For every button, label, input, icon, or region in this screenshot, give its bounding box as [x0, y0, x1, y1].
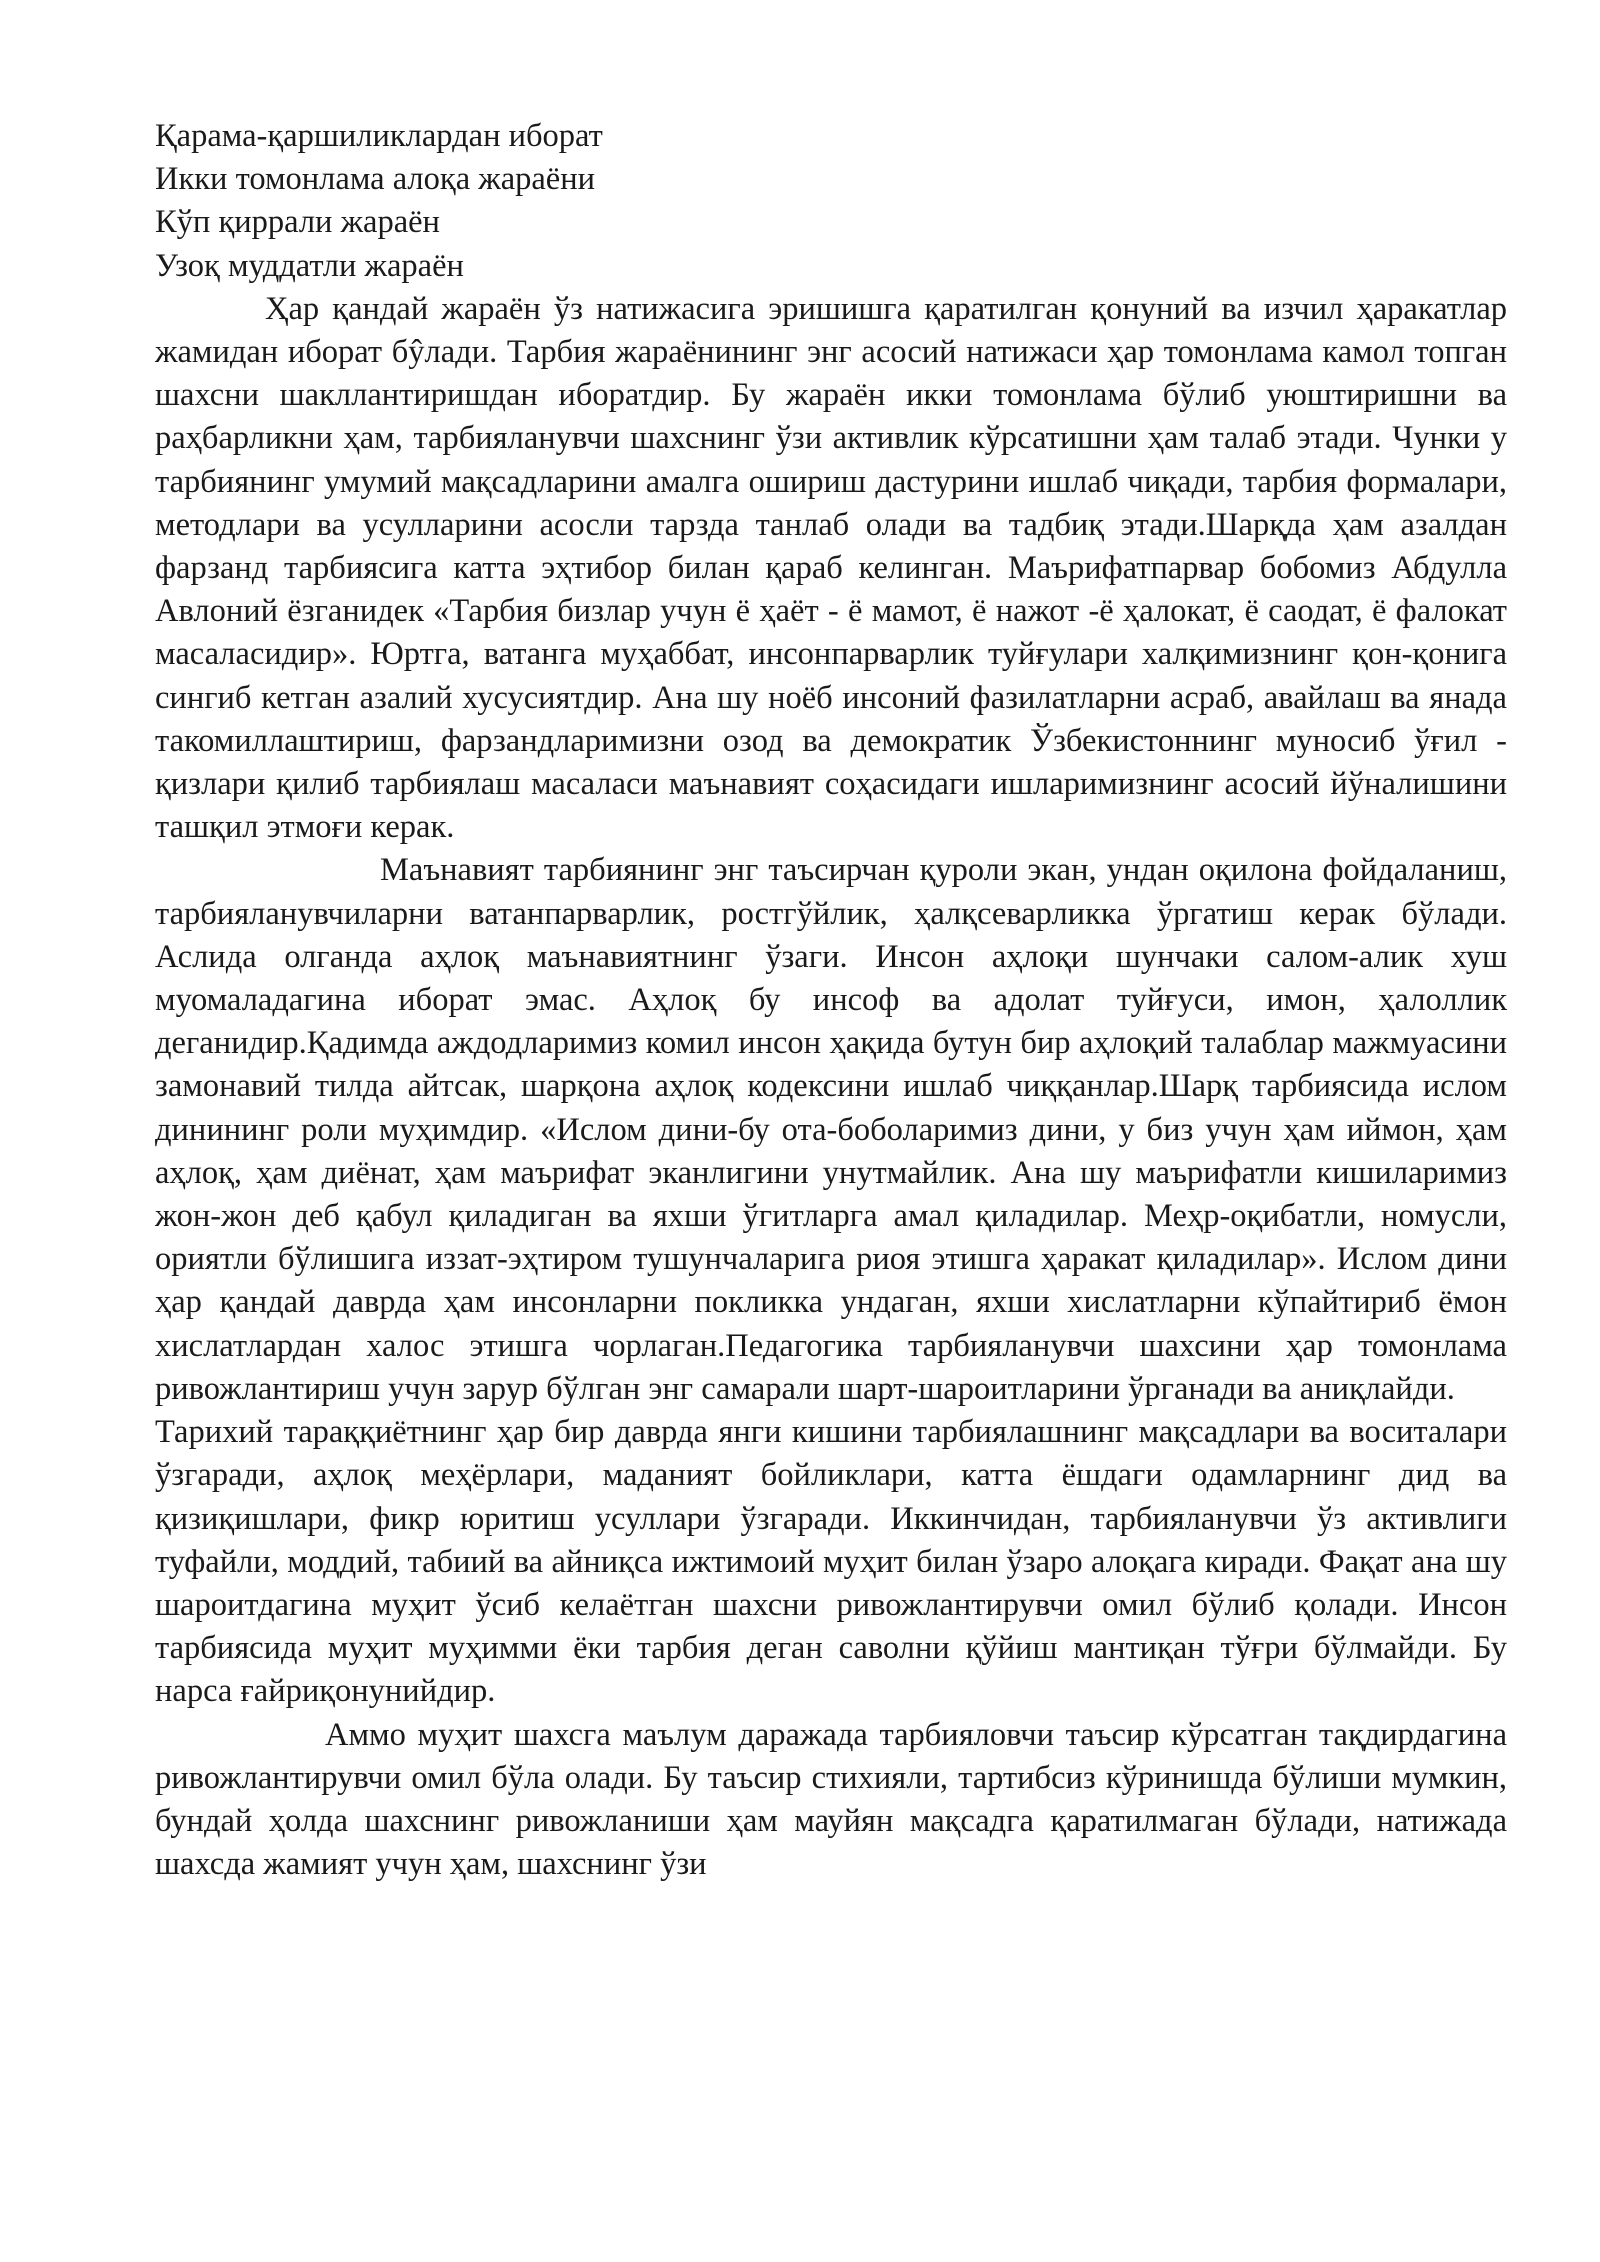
list-item: Икки томонлама алоқа жараёни: [155, 161, 596, 198]
characteristics-list: [155, 115, 1507, 288]
list-item: Қарама-қаршиликлардан иборат: [155, 118, 603, 154]
list-item: Узоқ муддатли жараён: [155, 247, 464, 284]
document-page: [155, 115, 1507, 1886]
paragraph-spirituality: Маънавият тарбиянинг энг таъсирчан қуроли экан, ундан оқилона фойдаланиш, тарбияланувчиларни ватанпарварлик, ростгўйлик, ҳалқсеварликка ўргатиш керак бўлади. Аслида олганда аҳлоқ маънавиятнинг ўзаги. Инсон аҳлоқи шунчаки салом-алик хуш муомаладагина иборат эмас. Аҳлоқ бу инсоф ва адолат туйғуси, имон, ҳалоллик деганидир.Қадимда аждодларимиз комил инсон ҳақида бутун бир аҳлоқий талаблар мажмуасини замонавий тилда айтсак, шарқона аҳлоқ кодексини ишлаб чиққанлар.Шарқ тарбиясида ислом динининг роли муҳимдир. «Ислом дини-бу ота-боболаримиз дини, у биз учун ҳам иймон, ҳам аҳлоқ, ҳам диёнат, ҳам маърифат эканлигини унутмайлик. Ана шу маърифатли кишиларимиз жон-жон деб қабул қиладиган ва яхши ўгитларга амал қиладилар. Меҳр-оқибатли, номусли, ориятли бўлишига иззат-эҳтиром тушунчаларига риоя этишга ҳаракат қиладилар». Ислом дини ҳар қандай даврда ҳам инсонларни покликка ундаган, яхши хислатларни кўпайтириб ёмон хислатлардан халос этишга чорлаган.Педагогика тарбияланувчи шахсини ҳар томонлама ривожлантириш учун зарур бўлган энг самарали шарт-шароитларини ўрганади ва аниқлайди.: [155, 852, 1507, 1407]
paragraph-environment: Аммо муҳит шахсга маълум даражада тарбияловчи таъсир кўрсатган тақдирдагина ривожлантирувчи омил бўла олади. Бу таъсир стихияли, тартибсиз кўринишда бўлиши мумкин, бундай ҳолда шахснинг ривожланиши ҳам мауйян мақсадга қаратилмаган бўлади, натижада шахсда жамият учун ҳам, шахснинг ўзи: [155, 1716, 1507, 1883]
list-item: Кўп қиррали жараён: [155, 204, 440, 241]
paragraph-process: Ҳар қандай жараён ўз натижасига эришишга қаратилган қонуний ва изчил ҳаракатлар жамидан иборат бŷлади. Тарбия жараёнининг энг асосий натижаси ҳар томонлама камол топган шахсни шакллантиришдан иборатдир. Бу жараён икки томонлама бўлиб уюштиришни ва раҳбарликни ҳам, тарбияланувчи шахснинг ўзи активлик кўрсатишни ҳам талаб этади. Чунки у тарбиянинг умумий мақсадларини амалга ошириш дастурини ишлаб чиқади, тарбия формалари, методлари ва усулларини асосли тарзда танлаб олади ва тадбиқ этади.Шарқда ҳам азалдан фарзанд тарбиясига катта эҳтибор билан қараб келинган. Маърифатпарвар бобомиз Абдулла Авлоний ёзганидек «Тарбия бизлар учун ё ҳаёт - ё мамот, ё нажот -ё ҳалокат, ё саодат, ё фалокат масаласидир». Юртга, ватанга муҳаббат, инсонпарварлик туйғулари халқимизнинг қон-қонига сингиб кетган азалий хусусиятдир. Ана шу ноёб инсоний фазилатларни асраб, авайлаш ва янада такомиллаштириш, фарзандларимизни озод ва демократик Ўзбекистоннинг муносиб ўғил - қизлари қилиб тарбиялаш масаласи маънавият соҳасидаги ишларимизнинг асосий йўналишини ташқил этмоғи керак.: [155, 290, 1507, 846]
paragraph-history: Тарихий тараққиётнинг ҳар бир даврда янги кишини тарбиялашнинг мақсадлари ва воситалари ўзгаради, аҳлоқ меҳёрлари, маданият бойликлари, катта ёшдаги одамларнинг дид ва қизиқишлари, фикр юритиш усуллари ўзгаради. Иккинчидан, тарбияланувчи ўз активлиги туфайли, моддий, табиий ва айниқса ижтимоий муҳит билан ўзаро алоқага киради. Фақат ана шу шароитдагина муҳит ўсиб келаётган шахсни ривожлантирувчи омил бўлиб қолади. Инсон тарбиясида муҳит муҳимми ёки тарбия деган саволни қўйиш мантиқан тўғри бўлмайди. Бу нарса ғайриқонунийдир.: [155, 1414, 1507, 1710]
